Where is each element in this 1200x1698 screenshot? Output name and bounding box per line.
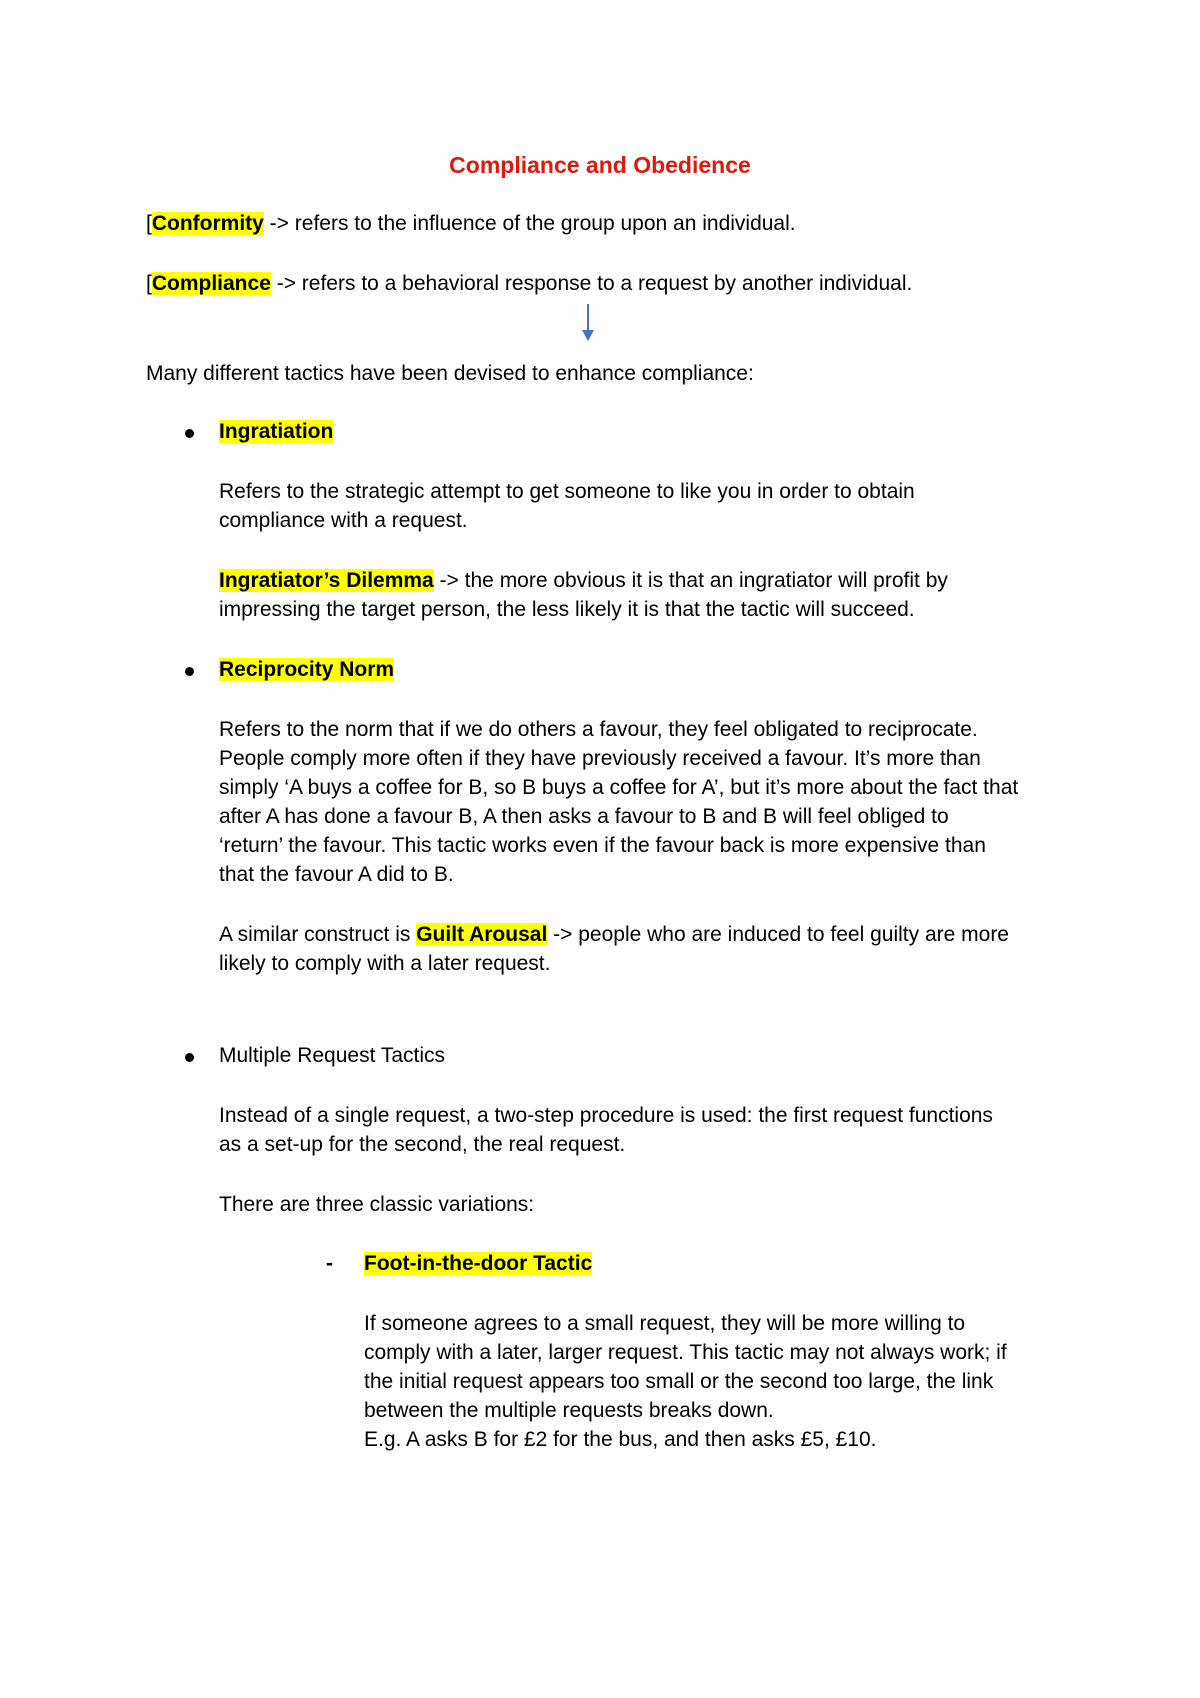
variations-intro: There are three classic variations: <box>219 1193 535 1216</box>
paragraph-line: simply ‘A buys a coffee for B, so B buys a coffee for A’, but it’s more about the fact that <box>219 776 1019 799</box>
definition-bracket: [ <box>146 272 152 295</box>
term-ingratiators-dilemma: Ingratiator’s Dilemma <box>219 569 434 592</box>
definition-text: -> refers to a behavioral response to a request by another individual. <box>270 272 913 295</box>
section-heading-ingratiation: Ingratiation <box>219 420 334 443</box>
definition-bracket: [ <box>146 212 152 235</box>
definition-text: -> refers to the influence of the group upon an individual. <box>263 212 796 235</box>
intro-text: Many different tactics have been devised to enhance compliance: <box>146 362 754 385</box>
bullet-icon <box>185 1053 194 1062</box>
paragraph-line: after A has done a favour B, A then asks a favour to B and B will feel obliged to <box>219 805 949 828</box>
paragraph-line: E.g. A asks B for £2 for the bus, and then asks £5, £10. <box>364 1428 877 1451</box>
section-heading-multiple-request: Multiple Request Tactics <box>219 1044 446 1067</box>
definition-conformity <box>146 210 796 237</box>
subheading-foot-in-the-door: Foot-in-the-door Tactic <box>364 1252 593 1275</box>
term-conformity: Conformity <box>151 212 264 235</box>
page-title: Compliance and Obedience <box>449 152 751 178</box>
down-arrow-icon <box>581 304 595 342</box>
paragraph-line: Refers to the strategic attempt to get someone to like you in order to obtain <box>219 480 915 503</box>
paragraph-line: People comply more often if they have previously received a favour. It’s more than <box>219 747 981 770</box>
paragraph-line: comply with a later, larger request. This tactic may not always work; if <box>364 1341 1007 1364</box>
section-heading-reciprocity: Reciprocity Norm <box>219 658 395 681</box>
definition-compliance <box>146 270 912 297</box>
paragraph-line: likely to comply with a later request. <box>219 952 551 975</box>
paragraph-line: that the favour A did to B. <box>219 863 454 886</box>
paragraph-line: the initial request appears too small or the second too large, the link <box>364 1370 994 1393</box>
paragraph-line: If someone agrees to a small request, they will be more willing to <box>364 1312 966 1335</box>
paragraph-line: as a set-up for the second, the real request. <box>219 1133 626 1156</box>
paragraph-line: compliance with a request. <box>219 509 468 532</box>
paragraph-line: ‘return’ the favour. This tactic works even if the favour back is more expensive than <box>219 834 986 857</box>
paragraph-line: Instead of a single request, a two-step procedure is used: the first request functions <box>219 1104 993 1127</box>
dash-marker: - <box>326 1252 333 1275</box>
term-guilt-arousal: Guilt Arousal <box>416 923 548 946</box>
paragraph-line: Refers to the norm that if we do others a favour, they feel obligated to reciprocate. <box>219 718 978 741</box>
ingratiators-dilemma: Ingratiator’s Dilemma -> the more obvious it is that an ingratiator will profit by <box>219 569 948 592</box>
paragraph-line: impressing the target person, the less likely it is that the tactic will succeed. <box>219 598 915 621</box>
bullet-icon <box>185 429 194 438</box>
bullet-icon <box>185 667 194 676</box>
paragraph-line: between the multiple requests breaks down. <box>364 1399 774 1422</box>
guilt-arousal-line: A similar construct is Guilt Arousal -> people who are induced to feel guilty are more <box>219 923 1009 946</box>
term-compliance: Compliance <box>151 272 271 295</box>
